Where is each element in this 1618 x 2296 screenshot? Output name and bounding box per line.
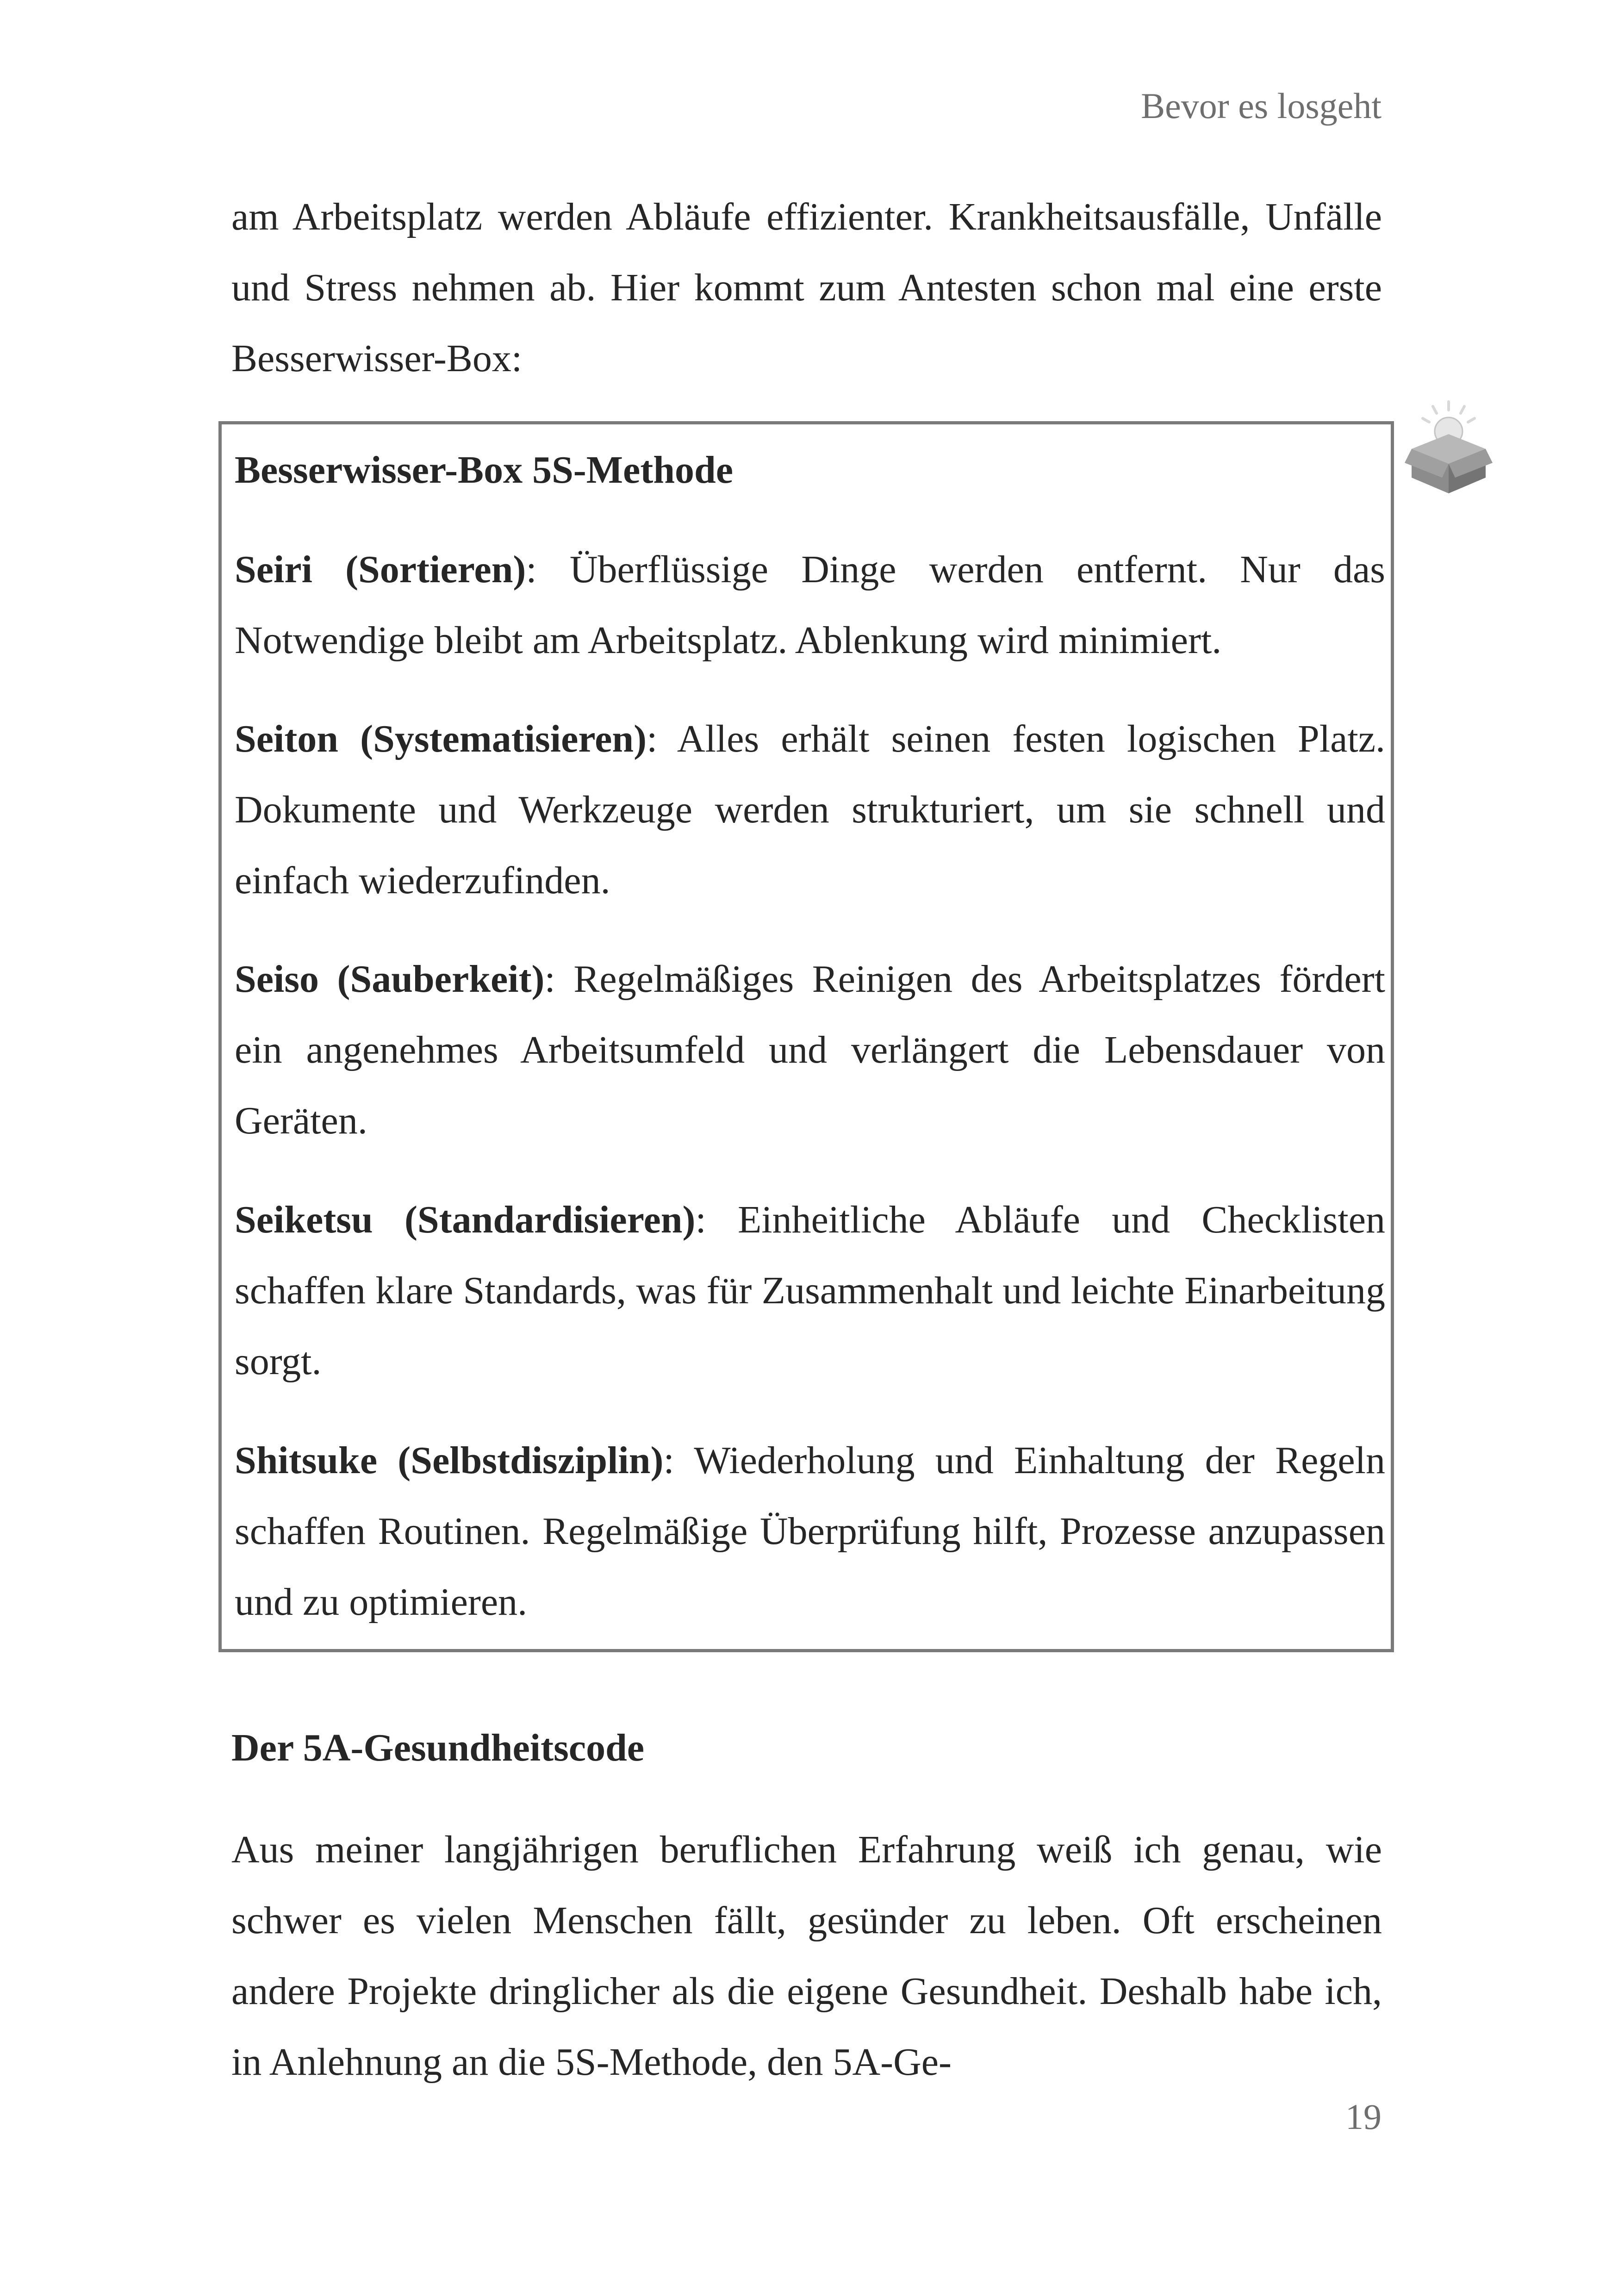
page-number: 19	[1345, 2097, 1382, 2137]
running-header: Bevor es losgeht	[1141, 86, 1382, 126]
lightbulb-box-icon	[1402, 398, 1495, 495]
besserwisser-box	[218, 421, 1394, 1652]
intro-paragraph: am Arbeitsplatz werden Abläufe effizienter. Krankheitsausfälle, Unfälle und Stress nehmen ab. Hier kommt zum Antesten schon mal eine erste Besserwisser-Box:	[231, 195, 1382, 380]
section-heading: Der 5A-Gesundheitscode	[231, 1726, 645, 1769]
box-item-term: Seiso (Sauberkeit)	[235, 958, 545, 1001]
box-item-term: Shitsuke (Selbstdisziplin)	[235, 1439, 664, 1482]
box-item-seiketsu	[235, 1184, 1385, 1397]
box-item-text: : Einheitliche Abläufe und Checklisten schaffen klare Standards, was für Zusammenhalt und leichte Einarbeitung sorgt.	[235, 1198, 1386, 1383]
box-item-text: : Wiederholung und Einhaltung der Regeln schaffen Routinen. Regelmäßige Überprüfung hilft, Prozesse anzupassen und zu optimieren.	[235, 1439, 1385, 1624]
box-item-term: Seiri (Sortieren)	[235, 548, 526, 591]
box-item-term: Seiketsu (Standardisieren)	[235, 1198, 696, 1241]
box-item-seiri	[235, 534, 1385, 676]
box-item-text: : Regelmäßiges Reinigen des Arbeitsplatzes fördert ein angenehmes Arbeitsumfeld und verlängert die Lebensdauer von Geräten.	[235, 958, 1385, 1142]
section-paragraph: Aus meiner langjährigen beruflichen Erfahrung weiß ich genau, wie schwer es vielen Menschen fällt, gesünder zu leben. Oft erscheinen andere Projekte dringlicher als die eigene Gesundheit. Deshalb habe ich, in Anlehnung an die 5S-Methode, den 5A-Ge-	[231, 1828, 1382, 2084]
box-item-term: Seiton (Systematisieren)	[235, 717, 647, 760]
box-item-text: : Alles erhält seinen festen logischen Platz. Dokumente und Werkzeuge werden strukturiert, um sie schnell und einfach wiederzufinden.	[235, 717, 1386, 902]
box-item-seiton	[235, 703, 1385, 916]
box-item-shitsuke	[235, 1425, 1385, 1637]
box-item-text: : Überflüssige Dinge werden entfernt. Nur das Notwendige bleibt am Arbeitsplatz. Ablenkung wird minimiert.	[235, 548, 1385, 662]
box-title: Besserwisser-Box 5S-Methode	[235, 448, 734, 492]
box-item-seiso	[235, 944, 1385, 1156]
